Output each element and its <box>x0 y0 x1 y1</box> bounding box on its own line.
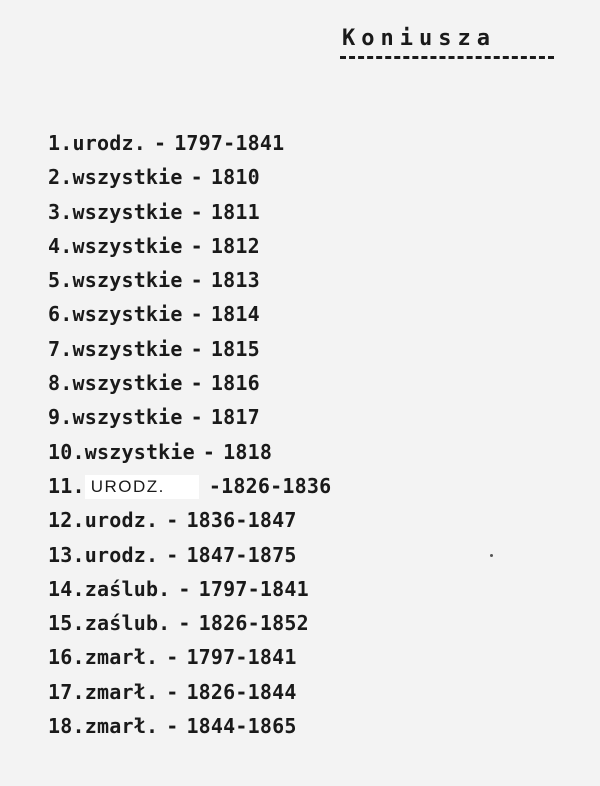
entry-label: zaślub. <box>84 576 171 601</box>
list-item <box>48 229 331 263</box>
entry-years: 1816 <box>210 371 260 396</box>
list-item <box>48 435 331 469</box>
entry-label: wszystkie <box>72 302 183 327</box>
list-item <box>48 297 331 331</box>
entry-label: wszystkie <box>72 371 183 396</box>
list-item <box>48 366 331 400</box>
list-item <box>48 709 331 743</box>
entry-number: 4. <box>48 233 73 258</box>
entry-years: 1797-1841 <box>186 645 297 670</box>
entry-separator: - <box>202 439 216 464</box>
entry-years: 1826-1836 <box>221 473 332 498</box>
entry-number: 11. <box>48 473 85 498</box>
entry-label: zmarł. <box>84 679 159 704</box>
entry-separator: - <box>190 199 203 224</box>
list-item <box>48 675 331 709</box>
entry-number: 16. <box>48 645 85 670</box>
entry-number: 10. <box>48 439 85 464</box>
entry-separator: - <box>178 576 191 601</box>
document-title: Koniusza <box>342 26 496 51</box>
entry-separator: - <box>166 714 179 739</box>
entry-label-handwritten: URODZ. <box>85 475 199 499</box>
entry-number: 14. <box>48 576 85 601</box>
entry-number: 18. <box>48 714 85 739</box>
entry-label: wszystkie <box>72 233 183 258</box>
entry-label: zmarł. <box>84 645 159 670</box>
entry-years: 1813 <box>210 268 260 293</box>
entry-separator: - <box>166 542 179 567</box>
entry-years: 1847-1875 <box>186 542 297 567</box>
entry-years: 1818 <box>223 439 273 464</box>
list-item <box>48 400 331 434</box>
entry-years: 1810 <box>210 165 260 190</box>
entry-number: 5. <box>48 268 73 293</box>
entry-years: 1811 <box>210 199 260 224</box>
entry-number: 3. <box>48 199 73 224</box>
entry-label: urodz. <box>72 131 146 155</box>
entry-label: zmarł. <box>84 714 159 739</box>
entry-label: wszystkie <box>84 439 195 464</box>
entry-years: 1815 <box>210 336 260 361</box>
entry-separator: - <box>166 508 179 533</box>
entry-label: wszystkie <box>72 336 183 361</box>
entry-label: wszystkie <box>72 268 183 293</box>
scan-speck <box>490 554 493 557</box>
entry-number: 1. <box>48 131 73 155</box>
entry-years: 1826-1844 <box>186 679 297 704</box>
entry-number: 2. <box>48 165 73 190</box>
entry-years: 1797-1841 <box>198 576 309 601</box>
entry-number: 8. <box>48 371 73 396</box>
entry-years: 1844-1865 <box>186 714 297 739</box>
list-item <box>48 606 331 640</box>
list-item <box>48 503 331 537</box>
entry-list <box>48 126 331 743</box>
entry-number: 13. <box>48 542 85 567</box>
entry-label: wszystkie <box>72 405 183 430</box>
title-underline <box>340 56 554 59</box>
entry-number: 12. <box>48 508 85 533</box>
entry-number: 17. <box>48 679 85 704</box>
list-item <box>48 126 331 160</box>
list-item <box>48 572 331 606</box>
list-item <box>48 263 331 297</box>
entry-separator: - <box>190 268 203 293</box>
list-item <box>48 538 331 572</box>
entry-number: 15. <box>48 611 85 636</box>
entry-years: 1814 <box>210 302 260 327</box>
list-item <box>48 469 331 503</box>
entry-separator: - <box>178 611 191 636</box>
entry-separator: - <box>190 405 203 430</box>
entry-years: 1836-1847 <box>186 508 297 533</box>
list-item <box>48 640 331 674</box>
entry-years: 1812 <box>210 233 260 258</box>
entry-number: 6. <box>48 302 73 327</box>
entry-number: 9. <box>48 405 73 430</box>
entry-label: wszystkie <box>72 199 183 224</box>
entry-label: zaślub. <box>84 611 171 636</box>
entry-separator: - <box>190 302 203 327</box>
list-item <box>48 332 331 366</box>
entry-separator: - <box>166 645 179 670</box>
entry-label: wszystkie <box>72 165 183 190</box>
entry-separator: - <box>153 131 167 155</box>
entry-separator: - <box>190 165 203 190</box>
entry-label: urodz. <box>84 542 159 567</box>
entry-label: urodz. <box>84 508 159 533</box>
entry-years: 1826-1852 <box>198 611 309 636</box>
entry-separator: - <box>190 371 203 396</box>
entry-separator: - <box>166 679 179 704</box>
entry-years: 1797-1841 <box>174 131 285 155</box>
entry-separator: - <box>190 336 203 361</box>
entry-number: 7. <box>48 336 73 361</box>
entry-separator: - <box>190 233 203 258</box>
list-item <box>48 160 331 194</box>
entry-separator: - <box>208 473 222 498</box>
list-item <box>48 195 331 229</box>
entry-years: 1817 <box>210 405 260 430</box>
